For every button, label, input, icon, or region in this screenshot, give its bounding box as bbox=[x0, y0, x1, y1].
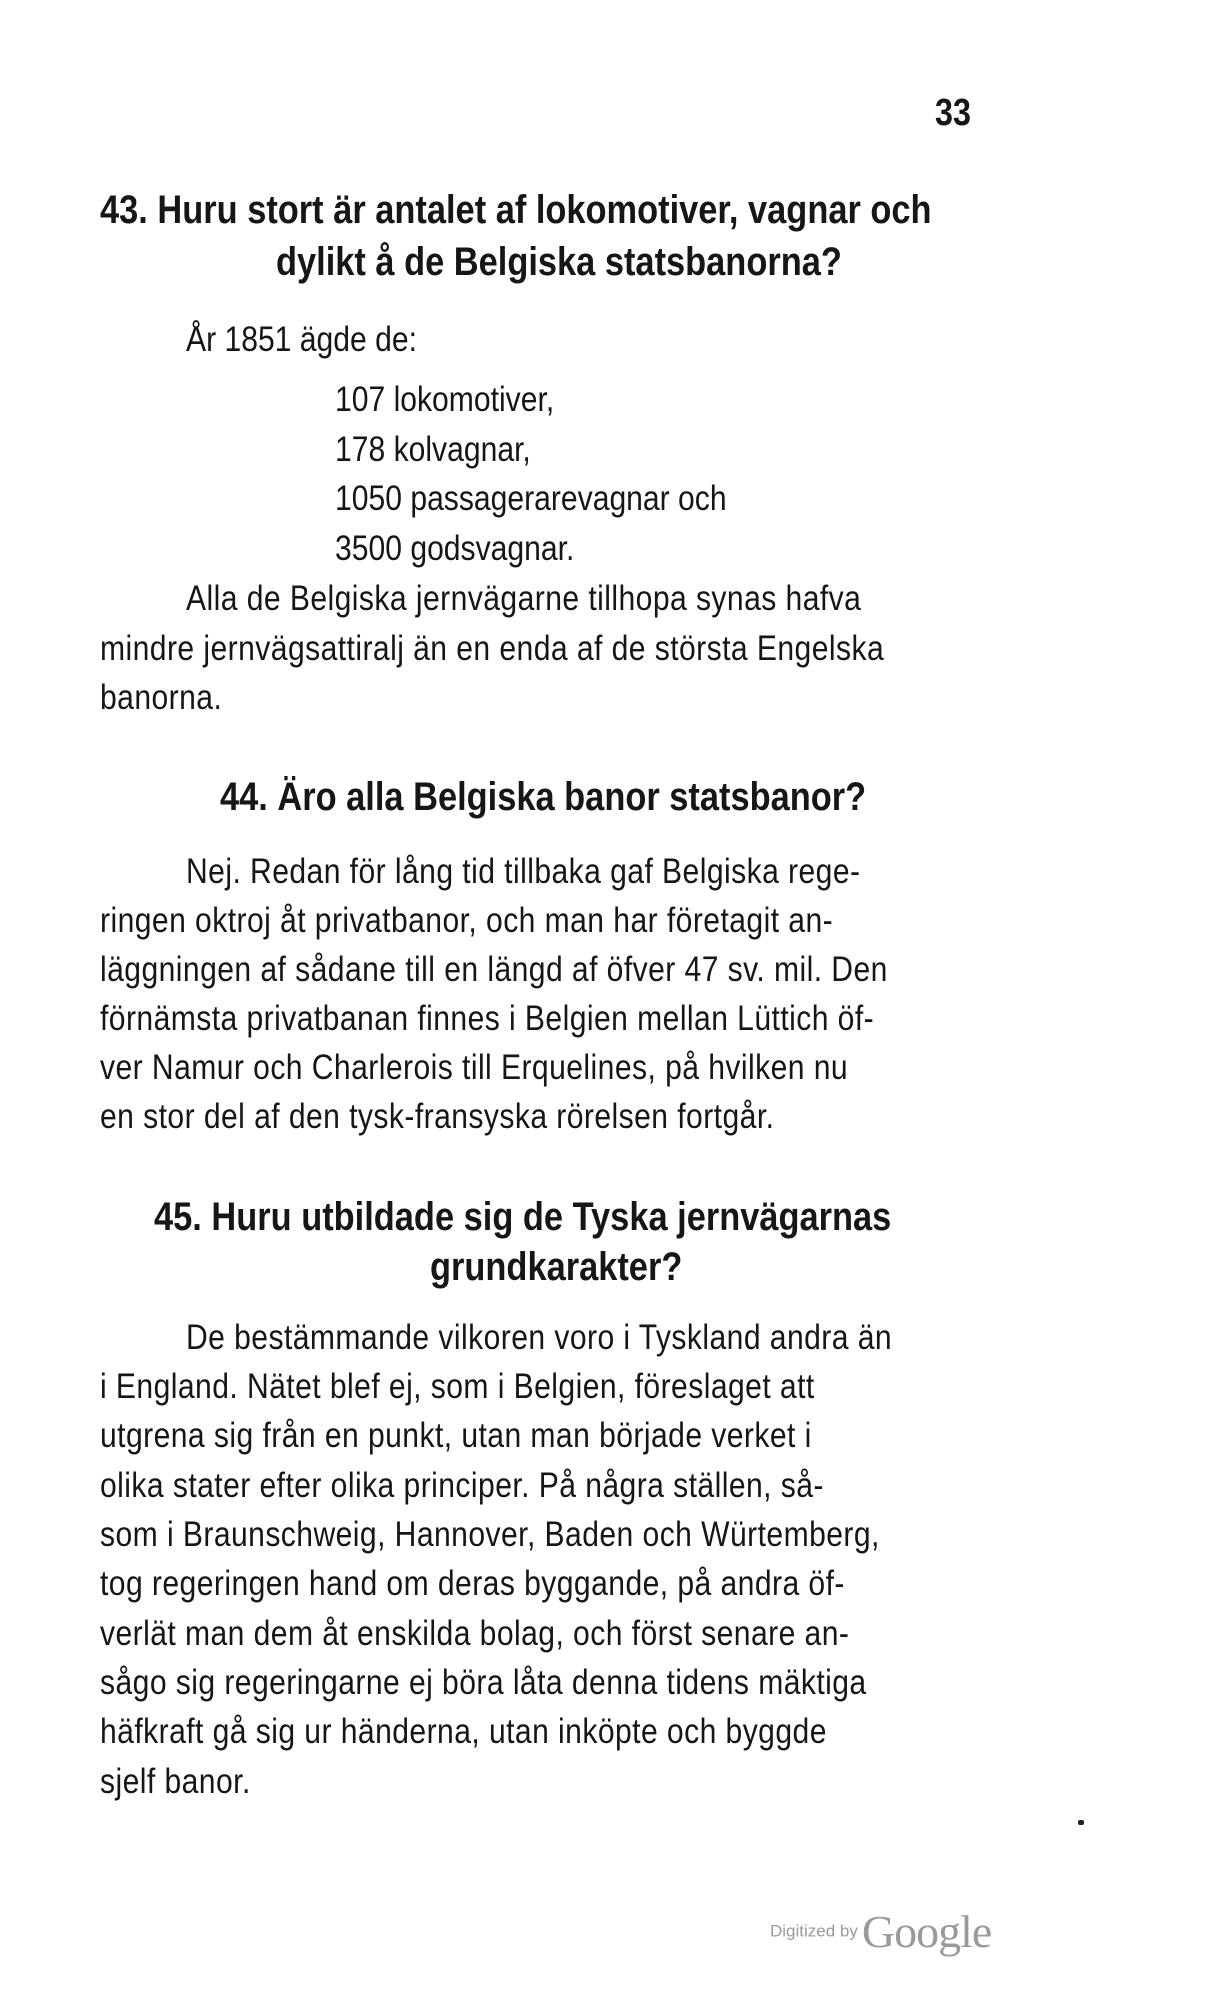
text-line: utgrena sig från en punkt, utan man började verket i bbox=[100, 1416, 812, 1455]
list-item: 3500 godsvagnar. bbox=[335, 529, 575, 568]
section-heading: 45. Huru utbildade sig de Tyska jernvägarnas bbox=[154, 1195, 892, 1239]
text-line: förnämsta privatbanan finnes i Belgien mellan Lüttich öf- bbox=[100, 999, 875, 1038]
text-line: som i Braunschweig, Hannover, Baden och Würtemberg, bbox=[100, 1515, 880, 1554]
text-line: ringen oktroj åt privatbanor, och man har företagit an- bbox=[100, 901, 834, 940]
digitized-watermark bbox=[770, 1905, 991, 1958]
text-line: en stor del af den tysk-fransyska rörelsen fortgår. bbox=[100, 1097, 775, 1136]
section-heading: 43. Huru stort är antalet af lokomotiver, vagnar och bbox=[100, 188, 932, 232]
text-line: mindre jernvägsattiralj än en enda af de största Engelska bbox=[100, 629, 885, 668]
text-line: verlät man dem åt enskilda bolag, och först senare an- bbox=[100, 1614, 850, 1653]
section-heading: 44. Äro alla Belgiska banor statsbanor? bbox=[220, 775, 867, 819]
text-line: Nej. Redan för lång tid tillbaka gaf Belgiska rege- bbox=[186, 852, 861, 891]
list-item: 107 lokomotiver, bbox=[335, 380, 555, 419]
list-item: 178 kolvagnar, bbox=[335, 430, 531, 469]
text-line: olika stater efter olika principer. På några ställen, så- bbox=[100, 1466, 824, 1505]
watermark-prefix: Digitized by bbox=[770, 1921, 858, 1941]
text-line: banorna. bbox=[100, 678, 223, 717]
text-line: tog regeringen hand om deras byggande, på andra öf- bbox=[100, 1564, 845, 1603]
text-line: ver Namur och Charlerois till Erquelines, på hvilken nu bbox=[100, 1048, 849, 1087]
intro-text: År 1851 ägde de: bbox=[186, 320, 417, 359]
text-line: De bestämmande vilkoren voro i Tyskland andra än bbox=[186, 1318, 893, 1357]
section-heading: grundkarakter? bbox=[430, 1245, 683, 1289]
text-line: läggningen af sådane till en längd af öfver 47 sv. mil. Den bbox=[100, 950, 888, 989]
page-number: 33 bbox=[935, 92, 971, 134]
section-heading: dylikt å de Belgiska statsbanorna? bbox=[276, 240, 842, 284]
list-item: 1050 passagerarevagnar och bbox=[335, 479, 727, 518]
text-line: sågo sig regeringarne ej böra låta denna tidens mäktiga bbox=[100, 1663, 867, 1702]
text-line: i England. Nätet blef ej, som i Belgien, föreslaget att bbox=[100, 1367, 815, 1406]
ink-speck bbox=[1078, 1820, 1084, 1825]
text-line: Alla de Belgiska jernvägarne tillhopa synas hafva bbox=[186, 579, 862, 618]
google-logo: Google bbox=[861, 1906, 992, 1957]
text-line: häfkraft gå sig ur händerna, utan inköpte och byggde bbox=[100, 1712, 827, 1751]
text-line: sjelf banor. bbox=[100, 1762, 251, 1801]
